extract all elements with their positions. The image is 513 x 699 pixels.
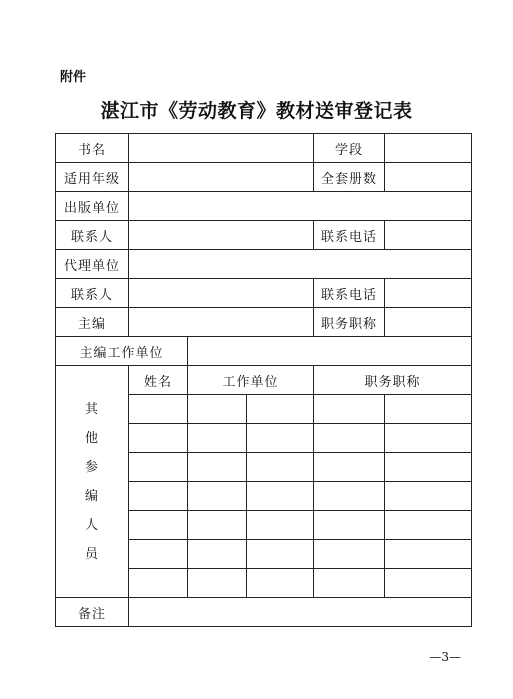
contact-phone-label: 联系电话 [314,221,385,250]
editor-position-cell[interactable] [385,482,472,511]
editor-name-cell[interactable] [129,453,188,482]
contact-person-field[interactable] [129,221,314,250]
other-editors-label [56,366,129,598]
agent-field[interactable] [129,250,472,279]
row-other-editors-header [56,366,472,395]
editor-workplace-cell[interactable] [247,424,314,453]
row-chief-editor [56,308,472,337]
editor-name-cell[interactable] [129,395,188,424]
remarks-label: 备注 [56,598,129,627]
editor-position-cell[interactable] [314,424,385,453]
editor-position-cell[interactable] [314,482,385,511]
other-editors-char: 其 [84,401,99,417]
agent-contact-phone-field[interactable] [385,279,472,308]
school-stage-label: 学段 [314,134,385,163]
registration-form-table [55,133,472,627]
editor-workplace-cell[interactable] [247,569,314,598]
editor-position-cell[interactable] [385,569,472,598]
editor-name-cell[interactable] [129,482,188,511]
other-editors-char: 人 [84,517,99,533]
col-workplace-header: 工作单位 [188,366,314,395]
editor-workplace-cell[interactable] [188,540,247,569]
editor-workplace-cell[interactable] [188,482,247,511]
form-title: 湛江市《劳动教育》教材送审登记表 [100,100,413,122]
applicable-grade-label: 适用年级 [56,163,129,192]
editor-workplace-cell[interactable] [188,424,247,453]
other-editors-char: 员 [84,546,99,562]
agent-label: 代理单位 [56,250,129,279]
col-name-header: 姓名 [129,366,188,395]
editor-workplace-cell[interactable] [188,569,247,598]
contact-person-label: 联系人 [56,221,129,250]
remarks-field[interactable] [129,598,472,627]
editor-name-cell[interactable] [129,569,188,598]
editor-workplace-cell[interactable] [247,453,314,482]
publisher-label: 出版单位 [56,192,129,221]
other-editors-char: 参 [84,459,99,475]
row-agent [56,250,472,279]
row-publisher-contact [56,221,472,250]
position-title-label: 职务职称 [314,308,385,337]
book-name-field[interactable] [129,134,314,163]
editor-position-cell[interactable] [385,453,472,482]
col-position-header: 职务职称 [314,366,472,395]
other-editors-char: 编 [84,488,99,504]
editor-workplace-cell[interactable] [247,540,314,569]
row-book-name [56,134,472,163]
full-set-volumes-label: 全套册数 [314,163,385,192]
editor-position-cell[interactable] [385,395,472,424]
editor-position-cell[interactable] [385,424,472,453]
row-remarks [56,598,472,627]
editor-workplace-cell[interactable] [247,511,314,540]
page-number: —3— [429,650,461,664]
row-chief-editor-workplace [56,337,472,366]
position-title-field[interactable] [385,308,472,337]
attachment-label: 附件 [60,70,87,85]
editor-workplace-cell[interactable] [247,395,314,424]
editor-position-cell[interactable] [314,511,385,540]
other-editors-char: 他 [84,430,99,446]
editor-name-cell[interactable] [129,511,188,540]
editor-position-cell[interactable] [314,540,385,569]
chief-editor-workplace-label: 主编工作单位 [56,337,188,366]
editor-position-cell[interactable] [385,511,472,540]
agent-contact-person-label: 联系人 [56,279,129,308]
row-applicable-grade [56,163,472,192]
agent-contact-person-field[interactable] [129,279,314,308]
publisher-field[interactable] [129,192,472,221]
book-name-label: 书名 [56,134,129,163]
chief-editor-label: 主编 [56,308,129,337]
editor-position-cell[interactable] [314,453,385,482]
row-publisher [56,192,472,221]
contact-phone-field[interactable] [385,221,472,250]
row-agent-contact [56,279,472,308]
editor-position-cell[interactable] [385,540,472,569]
editor-workplace-cell[interactable] [247,482,314,511]
chief-editor-workplace-field[interactable] [188,337,472,366]
full-set-volumes-field[interactable] [385,163,472,192]
editor-workplace-cell[interactable] [188,511,247,540]
editor-workplace-cell[interactable] [188,395,247,424]
editor-workplace-cell[interactable] [188,453,247,482]
agent-contact-phone-label: 联系电话 [314,279,385,308]
applicable-grade-field[interactable] [129,163,314,192]
editor-position-cell[interactable] [314,395,385,424]
chief-editor-field[interactable] [129,308,314,337]
editor-name-cell[interactable] [129,540,188,569]
editor-position-cell[interactable] [314,569,385,598]
school-stage-field[interactable] [385,134,472,163]
editor-name-cell[interactable] [129,424,188,453]
